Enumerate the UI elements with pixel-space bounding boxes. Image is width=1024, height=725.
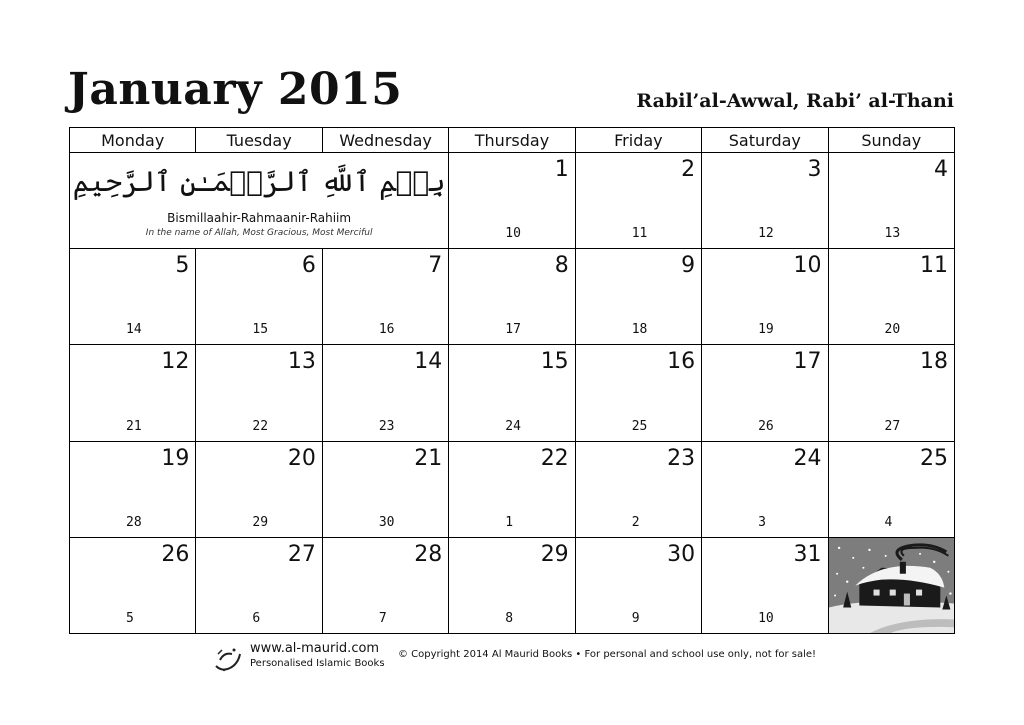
- week-row: [70, 249, 955, 345]
- day-number: 4: [934, 157, 948, 182]
- day-number: 15: [540, 349, 569, 375]
- hijri-date: 8: [505, 611, 514, 626]
- day-cell: [196, 249, 322, 345]
- bismillah-cell: [70, 153, 449, 249]
- day-number: 7: [428, 253, 443, 279]
- bismillah-translation: In the name of Allah, Most Gracious, Most Merciful: [145, 228, 373, 238]
- day-cell: [575, 537, 701, 633]
- day-cell: [449, 441, 575, 537]
- hijri-date: 6: [252, 611, 261, 626]
- day-number: 20: [287, 445, 316, 471]
- hijri-date: 12: [758, 226, 774, 242]
- day-cell: [322, 537, 448, 633]
- day-cell: [449, 345, 575, 441]
- day-number: 12: [161, 349, 190, 375]
- hijri-date: 5: [126, 611, 134, 626]
- hijri-date: 10: [758, 611, 774, 626]
- hijri-date: 19: [758, 322, 774, 338]
- hijri-date: 24: [505, 418, 521, 434]
- day-cell: [70, 345, 196, 441]
- day-number: 6: [301, 253, 316, 279]
- day-cell: [449, 249, 575, 345]
- day-number: 16: [667, 349, 696, 375]
- hijri-date: 17: [505, 322, 521, 338]
- day-cell: [70, 249, 196, 345]
- day-cell: [702, 153, 828, 249]
- hijri-date: 26: [758, 418, 774, 434]
- weekday-friday: Friday: [575, 128, 701, 153]
- hijri-date: 18: [631, 322, 648, 338]
- day-number: 11: [920, 253, 948, 279]
- hijri-date: 3: [758, 514, 766, 530]
- hijri-date: 16: [378, 322, 395, 338]
- bismillah-arabic: بِسۡمِ ٱللَّهِ ٱلرَّحۡمَـٰنِ ٱلرَّحِيمِ: [72, 165, 446, 198]
- footer-tagline: Personalised Islamic Books: [250, 658, 385, 669]
- weekday-header-row: [70, 128, 955, 153]
- hijri-date: 21: [126, 418, 142, 434]
- day-cell: [828, 441, 954, 537]
- footer-copyright: © Copyright 2014 Al Maurid Books • For personal and school use only, not for sale!: [398, 649, 817, 660]
- hijri-date: 10: [505, 226, 521, 242]
- hijri-date: 2: [631, 514, 640, 530]
- day-cell: [702, 537, 828, 633]
- hijri-date: 27: [884, 418, 901, 434]
- week-row: [70, 153, 955, 249]
- day-number: 31: [793, 541, 822, 567]
- day-cell: [196, 345, 322, 441]
- day-number: 22: [540, 445, 569, 471]
- day-cell: [196, 441, 322, 537]
- calendar-title: January 2015: [68, 64, 403, 115]
- day-cell: [828, 249, 954, 345]
- day-cell: [70, 441, 196, 537]
- hijri-date: 23: [378, 418, 395, 434]
- week-row: [70, 537, 955, 633]
- hijri-date: 7: [378, 611, 387, 626]
- day-cell: [828, 345, 954, 441]
- day-number: 25: [920, 445, 948, 471]
- hijri-date: 9: [631, 611, 640, 626]
- weekday-saturday: Saturday: [702, 128, 828, 153]
- day-number: 19: [161, 445, 190, 471]
- day-cell: [449, 153, 575, 249]
- day-number: 21: [414, 445, 443, 471]
- day-number: 17: [793, 349, 822, 375]
- day-cell: [575, 345, 701, 441]
- al-maurid-logo-icon: [212, 642, 244, 674]
- hijri-date: 28: [126, 514, 142, 530]
- hijri-date: 11: [631, 226, 648, 242]
- weekday-tuesday: Tuesday: [196, 128, 322, 153]
- hijri-date: 25: [631, 418, 648, 434]
- weekday-wednesday: Wednesday: [322, 128, 448, 153]
- islamic-months-label: Rabil’al-Awwal, Rabi’ al-Thani: [636, 90, 954, 112]
- week-row: [70, 441, 955, 537]
- day-number: 28: [414, 541, 443, 567]
- day-number: 8: [554, 253, 569, 279]
- day-number: 29: [540, 541, 569, 567]
- winter-house-illustration: [829, 538, 954, 633]
- day-cell: [449, 537, 575, 633]
- day-cell: [575, 153, 701, 249]
- weekday-monday: Monday: [70, 128, 196, 153]
- footer-website-url[interactable]: www.al-maurid.com: [250, 641, 380, 656]
- bismillah-transliteration: Bismillaahir-Rahmaanir-Rahiim: [167, 211, 352, 225]
- hijri-date: 4: [884, 514, 893, 530]
- hijri-date: 30: [378, 514, 395, 530]
- hijri-date: 20: [884, 322, 901, 338]
- day-number: 13: [287, 349, 316, 375]
- day-cell: [70, 537, 196, 633]
- hijri-date: 29: [252, 514, 269, 530]
- day-number: 9: [681, 253, 696, 279]
- day-cell: [702, 441, 828, 537]
- day-cell: [575, 249, 701, 345]
- day-cell: [322, 441, 448, 537]
- day-cell: [702, 345, 828, 441]
- day-number: 2: [681, 157, 696, 182]
- day-number: 24: [793, 445, 822, 471]
- weekday-thursday: Thursday: [449, 128, 575, 153]
- day-cell: [322, 249, 448, 345]
- day-cell: [322, 345, 448, 441]
- day-cell: [828, 153, 954, 249]
- hijri-date: 15: [252, 322, 269, 338]
- day-number: 30: [667, 541, 696, 567]
- day-number: 10: [793, 253, 822, 279]
- day-number: 14: [414, 349, 443, 375]
- day-number: 5: [175, 253, 190, 279]
- calendar-grid: [69, 127, 955, 634]
- hijri-date: 22: [252, 418, 269, 434]
- day-number: 27: [287, 541, 316, 567]
- illustration-cell: [828, 537, 954, 633]
- day-number: 3: [807, 157, 822, 182]
- hijri-date: 14: [126, 322, 142, 338]
- day-number: 23: [667, 445, 696, 471]
- day-cell: [196, 537, 322, 633]
- weekday-sunday: Sunday: [828, 128, 954, 153]
- day-cell: [575, 441, 701, 537]
- day-number: 26: [161, 541, 190, 567]
- hijri-date: 13: [884, 226, 901, 242]
- hijri-date: 1: [505, 514, 514, 530]
- week-row: [70, 345, 955, 441]
- day-cell: [702, 249, 828, 345]
- day-number: 1: [554, 157, 569, 182]
- day-number: 18: [920, 349, 948, 375]
